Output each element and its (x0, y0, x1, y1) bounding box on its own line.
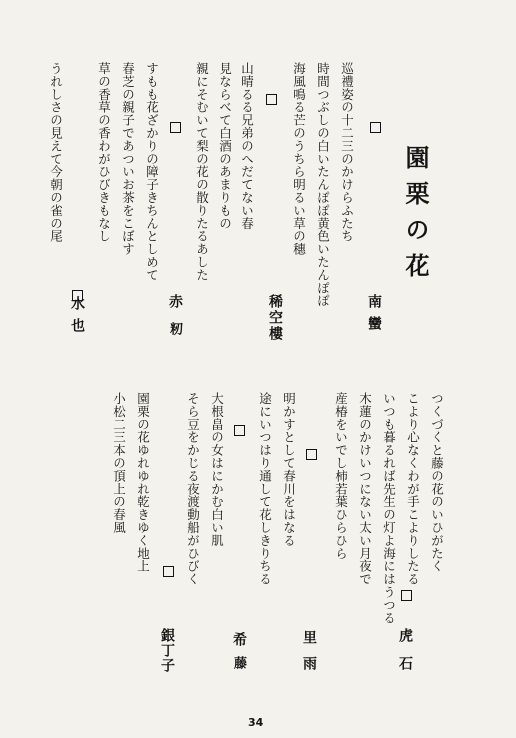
section-marker (266, 94, 277, 105)
author-name: 稀空樓 (267, 294, 283, 342)
haiku-line: 明かすとして春川をはなる (281, 392, 297, 547)
author-name: 里雨 (301, 630, 317, 682)
haiku-line: 草の香草の香わがひびきもなし (96, 62, 112, 243)
haiku-line: 園栗の花ゆれゆれ乾きゆく地上 (135, 392, 151, 573)
haiku-line: 海風鳴る芒のうちら明るい草の穗 (291, 62, 307, 256)
author-name: 希 (231, 632, 247, 654)
author-name: 銀丁子 (159, 628, 175, 673)
section-marker (163, 566, 174, 577)
author-name: 虎石 (397, 628, 413, 684)
section-marker (306, 449, 317, 460)
page-title: 園栗の花 (401, 145, 430, 289)
haiku-line: そら豆をかじる夜渡動船がひびく (185, 392, 201, 586)
haiku-line: 大根畠の女はにかむ白い肌 (209, 392, 225, 547)
haiku-line: つくづくと藤の花のいひがたく (429, 392, 445, 573)
haiku-line: 小松二三本の頂上の春風 (111, 392, 127, 534)
haiku-line: 途にいつはり通して花しきりちる (257, 392, 273, 586)
section-marker (234, 425, 245, 436)
author-name: 南蠻 (366, 294, 382, 338)
haiku-line: 産椿をいでし柿若葉ひらひら (333, 392, 349, 560)
author-name-glyph: 藤 (231, 656, 246, 677)
author-name-glyph: 籾 (167, 322, 182, 343)
haiku-line: 時間つぶしの白いたんぽぽ黄色いたんぽぽ (315, 62, 331, 308)
haiku-line: 親にそむいて梨の花の散りたるあした (194, 62, 210, 282)
section-marker (170, 122, 181, 133)
section-marker (401, 590, 412, 601)
author-name: 赤 (167, 294, 183, 316)
haiku-line: 巡禮姿の十二三のかけらふたち (339, 62, 355, 243)
haiku-line: 山晴るる兄弟のへだてない春 (239, 62, 255, 230)
haiku-line: うれしさの見えて今朝の雀の尾 (48, 62, 64, 243)
haiku-line: 春芝の親子であついお茶をこぼす (120, 62, 136, 256)
page-number: 34 (248, 716, 264, 729)
haiku-line: 木蓮のかけいつにない太い月夜で (357, 392, 373, 586)
author-name: 水也 (69, 296, 85, 340)
section-marker (370, 122, 381, 133)
haiku-line: 見ならべて白酒のあまりもの (217, 62, 233, 230)
haiku-line: こより心なくわが手こよりしたる (405, 392, 421, 586)
haiku-line: すもも花ざかりの障子きちんとしめて (144, 62, 160, 282)
haiku-line: いつも暮るれば先生の灯よ海にはうつる (381, 392, 397, 625)
